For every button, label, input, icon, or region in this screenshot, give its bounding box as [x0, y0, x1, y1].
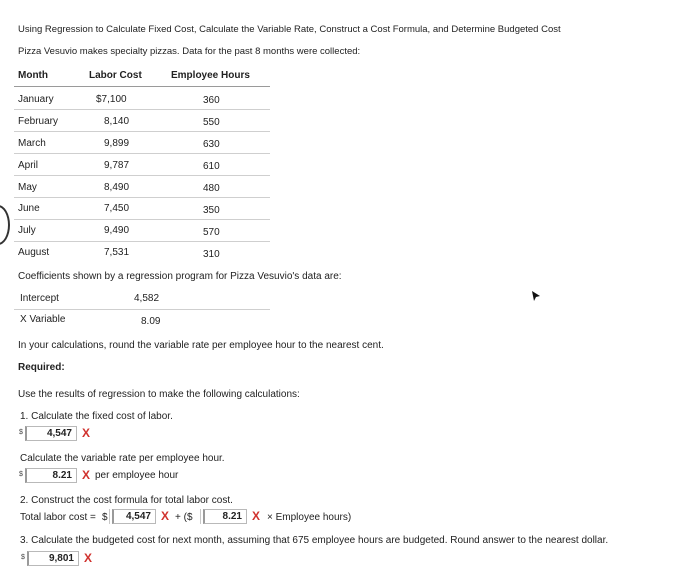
q1b-dollar: $ [19, 471, 23, 478]
intro-text: Pizza Vesuvio makes specialty pizzas. Data for the past 8 months were collected: [18, 46, 361, 57]
table-row-labor: 9,787 [104, 160, 130, 171]
header-employee-hours: Employee Hours [171, 70, 250, 81]
table-row-month: February [18, 116, 59, 127]
table-row-month: March [18, 138, 46, 149]
q2-rate-incorrect-icon: X [252, 509, 261, 523]
x-variable-label: X Variable [20, 314, 66, 325]
intercept-value: 4,582 [134, 293, 160, 304]
q2-divider [109, 509, 110, 524]
q1-incorrect-icon: X [82, 426, 91, 440]
table-row-hours: 310 [203, 249, 220, 260]
q2-rate-input[interactable]: 8.21 [203, 509, 247, 524]
row-divider [14, 197, 270, 198]
q2-plus: + ($ [175, 512, 193, 523]
table-row-labor: $7,100 [96, 94, 127, 105]
table-row-hours: 350 [203, 205, 220, 216]
page-title: Using Regression to Calculate Fixed Cost, Calculate the Variable Rate, Construct a Cost Formula, and Determine Budgeted Cost [18, 24, 561, 35]
row-divider [14, 219, 270, 220]
row-divider [14, 131, 270, 132]
q1b-variable-rate-input[interactable]: 8.21 [25, 468, 77, 483]
table-row-hours: 480 [203, 183, 220, 194]
q2-divider [200, 509, 201, 524]
q1b-suffix: per employee hour [95, 470, 179, 481]
table-row-month: June [18, 203, 40, 214]
header-labor-cost: Labor Cost [89, 70, 142, 81]
table-row-labor: 8,140 [104, 116, 130, 127]
intercept-label: Intercept [20, 293, 59, 304]
coef-divider [14, 309, 270, 310]
table-row-month: July [18, 225, 36, 236]
rounding-note: In your calculations, round the variable rate per employee hour to the nearest cent. [18, 340, 384, 351]
q1b-incorrect-icon: X [82, 468, 91, 482]
x-variable-value: 8.09 [141, 316, 161, 327]
table-row-month: April [18, 160, 39, 171]
q3-text: 3. Calculate the budgeted cost for next month, assuming that 675 employee hours are budgeted. Round answer to the nearest dollar. [20, 535, 609, 546]
table-row-hours: 550 [203, 117, 220, 128]
header-month: Month [18, 70, 48, 81]
q2-prefix: Total labor cost = [20, 512, 96, 523]
q3-incorrect-icon: X [84, 551, 93, 565]
q1b-text: Calculate the variable rate per employee hour. [20, 453, 225, 464]
table-row-hours: 360 [203, 95, 220, 106]
q2-suffix: × Employee hours) [267, 512, 352, 523]
table-row-labor: 9,490 [104, 225, 130, 236]
q1-fixed-cost-input[interactable]: 4,547 [25, 426, 77, 441]
q1-dollar: $ [19, 429, 23, 436]
edge-circle-icon [0, 205, 10, 245]
q3-dollar: $ [21, 554, 25, 561]
q2-fixed-input[interactable]: 4,547 [112, 509, 156, 524]
row-divider [14, 109, 270, 110]
table-row-labor: 8,490 [104, 182, 130, 193]
row-divider [14, 175, 270, 176]
table-row-labor: 7,450 [104, 203, 130, 214]
q1-text: 1. Calculate the fixed cost of labor. [20, 411, 173, 422]
table-row-month: August [18, 247, 50, 258]
table-row-month: January [18, 94, 54, 105]
table-row-labor: 9,899 [104, 138, 130, 149]
table-row-labor: 7,531 [104, 247, 130, 258]
row-divider [14, 241, 270, 242]
use-results-text: Use the results of regression to make the following calculations: [18, 389, 300, 400]
table-row-month: May [18, 182, 37, 193]
table-row-hours: 630 [203, 139, 220, 150]
row-divider [14, 153, 270, 154]
required-label: Required: [18, 362, 65, 373]
q2-fixed-incorrect-icon: X [161, 509, 170, 523]
table-row-hours: 570 [203, 227, 220, 238]
q3-budgeted-cost-input[interactable]: 9,801 [27, 551, 79, 566]
q2-text: 2. Construct the cost formula for total labor cost. [20, 495, 233, 506]
q2-dollar: $ [102, 512, 108, 523]
coefficients-intro: Coefficients shown by a regression program for Pizza Vesuvio's data are: [18, 271, 342, 282]
mouse-cursor-icon [530, 290, 542, 302]
table-row-hours: 610 [203, 161, 220, 172]
header-rule [14, 86, 270, 87]
